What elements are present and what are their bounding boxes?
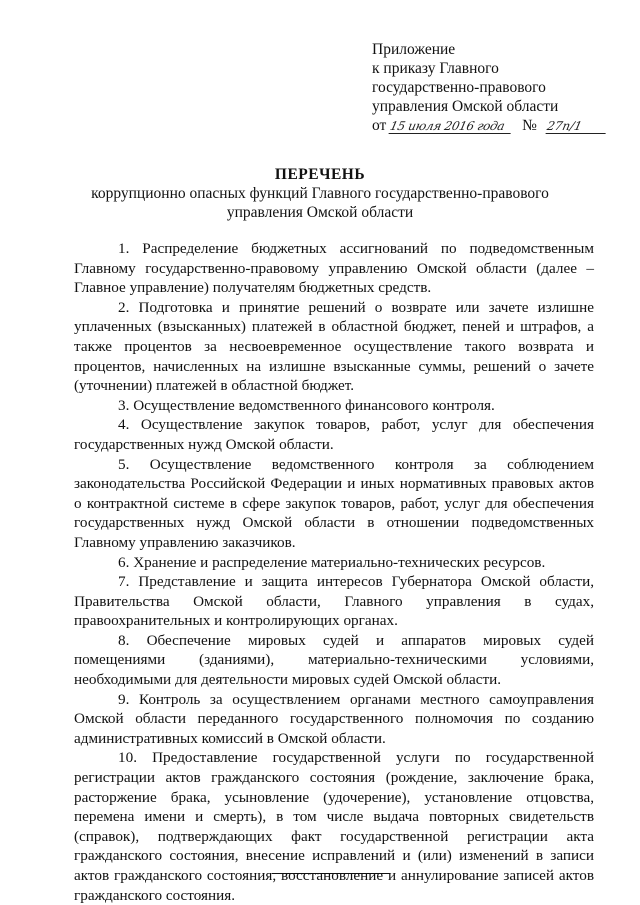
list-item: 9. Контроль за осуществлением органами местного самоуправления Омской области переданного государственного полномочия по созданию административных комиссий в Омской области. xyxy=(74,690,594,747)
handwritten-order-number: 27п/1 xyxy=(545,120,608,134)
appendix-line-2: к приказу Главного xyxy=(372,60,499,77)
document-heading xyxy=(60,165,580,222)
number-label: № xyxy=(522,117,537,134)
order-date-number-line xyxy=(372,116,632,135)
handwritten-date: 15 июля 2016 года xyxy=(389,120,514,134)
appendix-line-4: управления Омской области xyxy=(372,98,559,115)
document-subtitle-line-2: управления Омской области xyxy=(226,204,414,221)
list-item: 6. Хранение и распределение материально-технических ресурсов. xyxy=(118,553,546,571)
functions-list xyxy=(74,239,594,905)
list-item: 5. Осуществление ведомственного контроля за соблюдением законодательства Российской Федерации и иных нормативных правовых актов о контрактной системе в сфере закупок товаров, работ, услуг для обеспечения государственных нужд Омской области в отношении подведомственных Главному управлению заказчиков. xyxy=(74,455,594,551)
list-item: 10. Предоставление государственной услуги по государственной регистрации актов гражданского состояния (рождение, заключение брака, расторжение брака, усыновление (удочерение), установление отцовства, перемена имени и смерть), в том числе выдача повторных свидетельств (справок), подтверждающих факт государственной регистрации акта гражданского состояния, внесение исправлений и (или) изменений в записи актов гражданского состояния, восстановление и аннулирование записей актов гражданского состояния. xyxy=(74,749,594,904)
list-item: 1. Распределение бюджетных ассигнований по подведомственным Главному государственно-правовому управлению Омской области (далее – Главное управление) получателям бюджетных средств. xyxy=(74,240,594,297)
from-label: от xyxy=(372,117,387,134)
list-item: 2. Подготовка и принятие решений о возврате или зачете излишне уплаченных (взысканных) платежей в областной бюджет, пеней и штрафов, а также процентов за несвоевременное осуществление такого возврата и процентов, начисленных на излишне взысканные суммы, решений о зачете (уточнении) платежей в областной бюджет. xyxy=(74,298,594,395)
list-item: 4. Осуществление закупок товаров, работ, услуг для обеспечения государственных нужд Омской области. xyxy=(74,416,594,453)
appendix-header xyxy=(372,40,632,135)
document-subtitle-line-1: коррупционно опасных функций Главного государственно-правового xyxy=(91,185,549,202)
closing-divider xyxy=(272,873,390,874)
list-item: 3. Осуществление ведомственного финансового контроля. xyxy=(118,396,495,414)
document-title: ПЕРЕЧЕНЬ xyxy=(274,166,366,183)
list-item: 7. Представление и защита интересов Губернатора Омской области, Правительства Омской области, Главного управления в судах, правоохранительных и контролирующих органах. xyxy=(74,573,594,630)
list-item: 8. Обеспечение мировых судей и аппаратов мировых судей помещениями (зданиями), материально-техническими условиями, необходимыми для деятельности мировых судей Омской области. xyxy=(74,631,594,689)
appendix-line-3: государственно-правового xyxy=(372,79,546,96)
appendix-line-1: Приложение xyxy=(372,41,456,58)
